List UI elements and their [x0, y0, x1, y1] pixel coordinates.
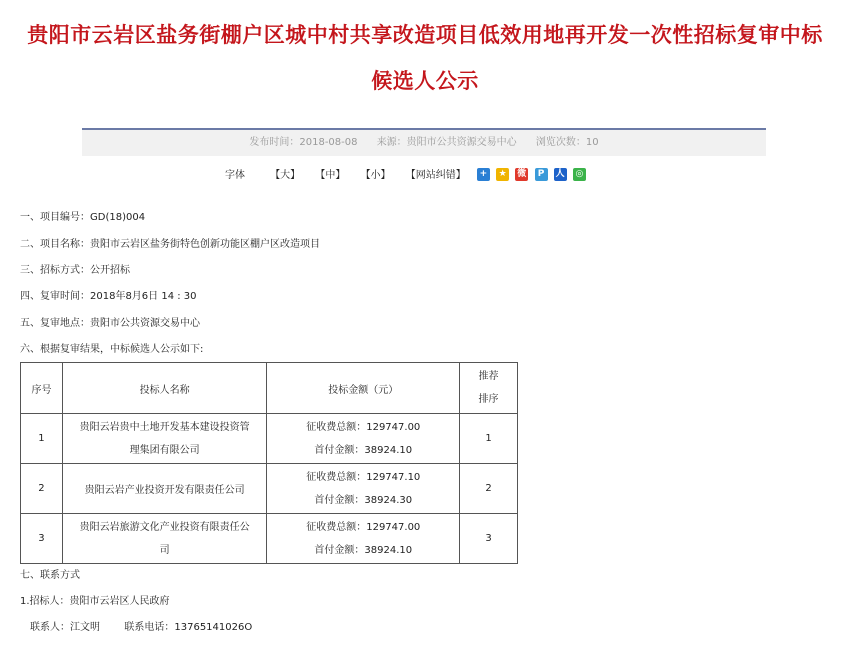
row-rank: 3: [460, 514, 518, 564]
table-row: [21, 464, 518, 514]
result-intro: 六、根据复审结果，中标候选人公示如下:: [20, 344, 204, 355]
row-name: [62, 414, 267, 464]
title-line-1: 贵阳市云岩区盐务街棚户区城中村共享改造项目低效用地再开发一次性招标复审中标: [27, 23, 823, 47]
tenderer: 1.招标人：贵阳市云岩区人民政府: [20, 596, 170, 607]
header-no: 序号: [21, 363, 63, 414]
row-name: [62, 514, 267, 564]
contact-phone: 联系电话：13765141026O: [124, 622, 253, 633]
font-large-link[interactable]: 【大】: [270, 170, 301, 181]
font-small-link[interactable]: 【小】: [360, 170, 391, 181]
font-size-label: 字体: [225, 170, 245, 181]
row-amount: [267, 464, 460, 514]
row-name-line1: 贵阳云岩贵中土地开发基本建设投资管: [79, 421, 250, 433]
row-name: 贵阳云岩产业投资开发有限责任公司: [62, 464, 267, 514]
page-title: [0, 12, 850, 104]
view-count: 浏览次数：10: [535, 137, 599, 148]
row-total: 征收费总额：129747.00: [306, 521, 421, 533]
row-rank: 2: [460, 464, 518, 514]
row-name-line1: 贵阳云岩旅游文化产业投资有限责任公: [79, 521, 250, 533]
row-amount: [267, 514, 460, 564]
contact-person: 联系人：江文明: [30, 622, 100, 633]
row-total: 征收费总额：129747.10: [306, 471, 421, 483]
article-meta-bar: [82, 128, 766, 156]
header-name: 投标人名称: [62, 363, 267, 414]
header-rank: [460, 363, 518, 414]
table-row: [21, 414, 518, 464]
contact-line: [30, 621, 252, 635]
table-row: [21, 514, 518, 564]
header-rank-line1: 推荐: [478, 371, 499, 382]
row-name-line2: 司: [159, 544, 170, 556]
row-no: 1: [21, 414, 63, 464]
publish-time: 发布时间：2018-08-08: [249, 137, 358, 148]
row-amount: [267, 414, 460, 464]
title-line-2: 候选人公示: [371, 69, 479, 93]
wechat-icon[interactable]: ◎: [573, 168, 586, 181]
tender-method: 三、招标方式：公开招标: [20, 265, 130, 276]
row-no: 3: [21, 514, 63, 564]
table-header-row: [21, 363, 518, 414]
project-name: 二、项目名称：贵阳市云岩区盐务街特色创新功能区棚户区改造项目: [20, 239, 320, 250]
plus-share-icon[interactable]: +: [477, 168, 490, 181]
review-place: 五、复审地点：贵阳市公共资源交易中心: [20, 318, 200, 329]
row-total: 征收费总额：129747.00: [306, 421, 421, 433]
row-first-payment: 首付金额：38924.30: [314, 494, 413, 506]
row-first-payment: 首付金额：38924.10: [314, 444, 413, 456]
source: 来源：贵阳市公共资源交易中心: [376, 137, 517, 148]
font-medium-link[interactable]: 【中】: [315, 170, 346, 181]
qzone-icon[interactable]: ★: [496, 168, 509, 181]
project-number: 一、项目编号：GD(18)004: [20, 212, 146, 223]
article-toolbar: [225, 166, 589, 184]
weibo-icon[interactable]: 微: [517, 168, 527, 179]
review-time: 四、复审时间：2018年8月6日 14 : 30: [20, 291, 197, 302]
contact-heading: 七、联系方式: [20, 570, 80, 581]
row-name-line2: 理集团有限公司: [129, 444, 200, 456]
row-first-payment: 首付金额：38924.10: [314, 544, 413, 556]
renren-icon[interactable]: 人: [555, 168, 565, 179]
header-rank-line2: 排序: [478, 394, 499, 405]
row-rank: 1: [460, 414, 518, 464]
candidate-table: [20, 362, 518, 564]
pengyou-icon[interactable]: P: [535, 168, 548, 181]
error-report-link[interactable]: 【网站纠错】: [405, 170, 466, 181]
share-icons: [477, 166, 589, 184]
row-no: 2: [21, 464, 63, 514]
header-amount: 投标金额（元）: [267, 363, 460, 414]
